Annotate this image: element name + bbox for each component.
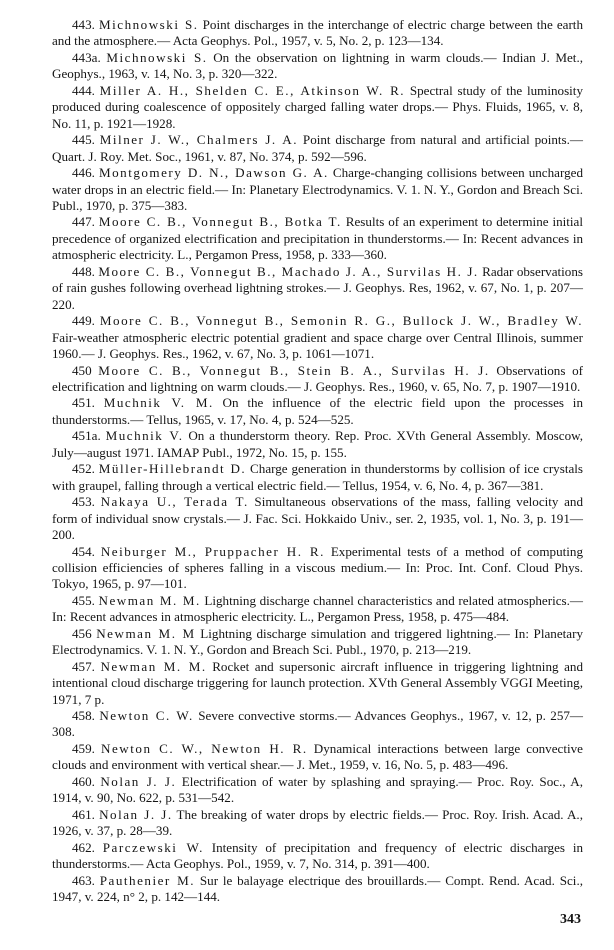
reference-authors: Nakaya U., Terada T. — [100, 494, 249, 510]
reference-number: 444. — [72, 82, 95, 98]
reference-number: 461. — [72, 806, 95, 822]
reference-text: On the influence of the electric field upon the processes in thunderstorms.— Tellus, 1965, v. 17, No. 4, p. 524—525. — [52, 395, 583, 427]
reference-authors: Nolan J. J. — [100, 773, 177, 789]
reference-number: 451a. — [72, 428, 101, 444]
reference-text: The breaking of water drops by electric fields.— Proc. Roy. Irish. Acad. A., 1926, v. 37, p. 28—39. — [52, 806, 583, 839]
reference-authors: Pauthenier M. — [99, 872, 196, 888]
reference-number: 447. — [72, 214, 95, 230]
reference-entry — [52, 313, 583, 362]
reference-number: 449. — [72, 313, 95, 329]
reference-number: 457. — [72, 658, 95, 674]
reference-text: Simultaneous observations of the mass, falling velocity and form of individual snow crystals.— J. Fac. Sci. Hokkaido Univ., ser. 2, 1935, vol. 1, No. 3, p. 191—200. — [52, 494, 584, 543]
reference-text: Sur le balayage electrique des brouillards.— Compt. Rend. Acad. Sci., 1947, v. 224, n° 2, p. 142—144. — [52, 872, 583, 905]
reference-entry — [52, 165, 583, 214]
reference-number: 455. — [72, 592, 95, 608]
reference-entry — [52, 214, 583, 263]
reference-number: 443a. — [72, 49, 101, 65]
reference-text: Point discharges in the interchange of electric charge between the earth and the atmosphere.— Acta Geophys. Pol., 1957, v. 5, No. 2, p. 123—134. — [52, 17, 583, 49]
reference-entry — [52, 840, 583, 873]
reference-authors: Milner J. W., Chalmers J. A. — [99, 132, 299, 148]
reference-entry — [52, 461, 583, 494]
reference-text: On the observation on lightning in warm clouds.— Indian J. Met., Geophys., 1963, v. 14, No. 3, p. 320—322. — [52, 49, 583, 82]
reference-text: Results of an experiment to determine initial precedence of organized electrification and precipitation in thunderstorms.— In: Recent advances in atmospheric electricity. L., Pergamon Press, 1958, p. 333—360. — [52, 214, 584, 263]
reference-authors: Newton C. W., Newton H. R. — [101, 740, 308, 756]
reference-authors: Montgomery D. N., Dawson G. A. — [98, 165, 329, 181]
reference-authors: Miller A. H., Shelden C. E., Atkinson W. R. — [99, 82, 406, 98]
reference-text: Radar observations of rain gushes following overhead lightning strokes.— J. Geophys. Res, 1962, v. 67, No. 1, p. 207—220. — [52, 263, 583, 312]
reference-authors: Neiburger M., Pruppacher H. R. — [100, 543, 325, 559]
reference-text: Electrification of water by splashing and spraying.— Proc. Roy. Soc., A, 1914, v. 90, No. 622, p. 531—542. — [52, 773, 584, 806]
reference-number: 445. — [72, 132, 95, 148]
reference-authors: Newton C. W. — [99, 708, 194, 724]
reference-authors: Newman M. M — [96, 625, 196, 641]
reference-entry — [52, 807, 583, 840]
reference-entry — [52, 544, 583, 593]
reference-text: Fair-weather atmospheric electric potential gradient and space charge over Central Illinois, summer 1960.— J. Geophys. Res., 1962, v. 67, No. 3, p. 1061—1071. — [52, 329, 583, 362]
reference-entry — [52, 17, 583, 50]
reference-entry — [52, 132, 583, 165]
reference-entry — [52, 264, 583, 313]
reference-number: 446. — [72, 165, 95, 181]
reference-text: Charge-changing collisions between uncharged water drops in an electric field.— In: Planetary Electrodynamics. V. 1. N. Y., Gordon and Breach Sci. Publ., 1970, p. 375—383. — [52, 165, 583, 213]
reference-authors: Muchnik V. M. — [103, 395, 214, 411]
reference-entry — [52, 708, 583, 741]
reference-entry — [52, 741, 583, 774]
reference-text: Experimental tests of a method of computing collision efficiencies of spheres falling in a viscous medium.— In: Proc. Int. Conf. Cloud Phys. Tokyo, 1965, p. 97—101. — [52, 543, 583, 592]
reference-text: Observations of electrification and lightning on warm clouds.— J. Geophys. Res., 1960, v. 65, No. 7, p. 1907—1910. — [52, 362, 583, 394]
reference-number: 458. — [72, 708, 95, 724]
reference-number: 459. — [72, 740, 95, 756]
reference-authors: Michnowski S. — [98, 17, 199, 32]
reference-number: 453. — [72, 494, 95, 510]
reference-authors: Newman M. M. — [100, 658, 207, 674]
reference-number: 456 — [72, 625, 92, 641]
reference-text: Dynamical interactions between large convective clouds and environment with vertical shear.— J. Met., 1959, v. 16, No. 5, p. 483—496. — [52, 740, 583, 773]
reference-entry — [52, 659, 583, 708]
reference-authors: Moore C. B., Vonnegut B., Machado J. A., Survilas H. J. — [98, 263, 479, 279]
reference-entry — [52, 395, 583, 428]
reference-entry — [52, 593, 583, 626]
reference-number: 452. — [72, 461, 95, 477]
reference-authors: Parczewski W. — [102, 839, 204, 855]
reference-entry — [52, 363, 583, 396]
reference-list — [52, 17, 583, 905]
reference-authors: Moore C. B., Vonnegut B., Botka T. — [98, 214, 342, 230]
reference-text: On a thunderstorm theory. Rep. Proc. XVth General Assembly. Moscow, July—august 1971. IAMAP Publ., 1972, No. 15, p. 155. — [52, 428, 583, 460]
reference-number: 450 — [72, 362, 92, 378]
reference-text: Charge generation in thunderstorms by collision of ice crystals with graupel, falling through a vertical electric field.— Tellus, 1954, v. 6, No. 4, p. 367—381. — [52, 461, 584, 493]
reference-number: 448. — [72, 263, 95, 279]
reference-number: 460. — [72, 773, 95, 789]
reference-entry — [52, 83, 583, 132]
reference-authors: Muchnik V. — [105, 428, 184, 444]
reference-authors: Michnowski S. — [106, 49, 208, 65]
reference-text: Point discharge from natural and artificial points.— Quart. J. Roy. Met. Soc., 1961, v. 87, No. 374, p. 592—596. — [52, 132, 583, 164]
reference-text: Rocket and supersonic aircraft influence in triggering lightning and intentional cloud discharge triggering for launch protection. XVth General Assembly VGGI Meeting, 1971, 7 p. — [52, 658, 583, 707]
page-number: 343 — [560, 912, 581, 927]
reference-number: 454. — [72, 543, 95, 559]
reference-text: Lightning discharge simulation and triggered lightning.— In: Planetary Electrodynamics. V. 1. N. Y., Gordon and Breach Sci. Publ., 1970, p. 213—219. — [52, 625, 583, 658]
reference-entry — [52, 774, 583, 807]
reference-entry — [52, 494, 583, 543]
reference-number: 463. — [72, 872, 95, 888]
reference-entry — [52, 873, 583, 906]
reference-text: Lightning discharge channel characteristics and related atmospherics.— In: Recent advances in atmospheric electricity. L., Pergamon Press, 1958, p. 475—484. — [52, 592, 584, 625]
reference-authors: Nolan J. J. — [99, 806, 173, 822]
reference-authors: Moore C. B., Vonnegut B., Semonin R. G., Bullock J. W., Bradley W. — [99, 313, 583, 329]
reference-text: Severe convective storms.— Advances Geophys., 1967, v. 12, p. 257—308. — [52, 708, 584, 740]
reference-entry — [52, 50, 583, 83]
reference-number: 443. — [72, 17, 95, 32]
reference-entry — [52, 428, 583, 461]
reference-authors: Newman M. M. — [98, 592, 201, 608]
reference-text: Intensity of precipitation and frequency of electric discharges in thunderstorms.— Acta Geophys. Pol., 1959, v. 7, No. 314, p. 391—400. — [52, 839, 584, 872]
reference-text: Spectral study of the luminosity produced during coalescence of oppositely charged falling water drops.— Phys. Fluids, 1965, v. 8, No. 11, p. 1921—1928. — [52, 82, 583, 131]
reference-authors: Müller-Hillebrandt D. — [98, 461, 247, 477]
reference-number: 462. — [72, 839, 95, 855]
reference-number: 451. — [72, 395, 95, 411]
reference-entry — [52, 626, 583, 659]
reference-authors: Moore C. B., Vonnegut B., Stein B. A., Survilas H. J. — [98, 362, 490, 378]
